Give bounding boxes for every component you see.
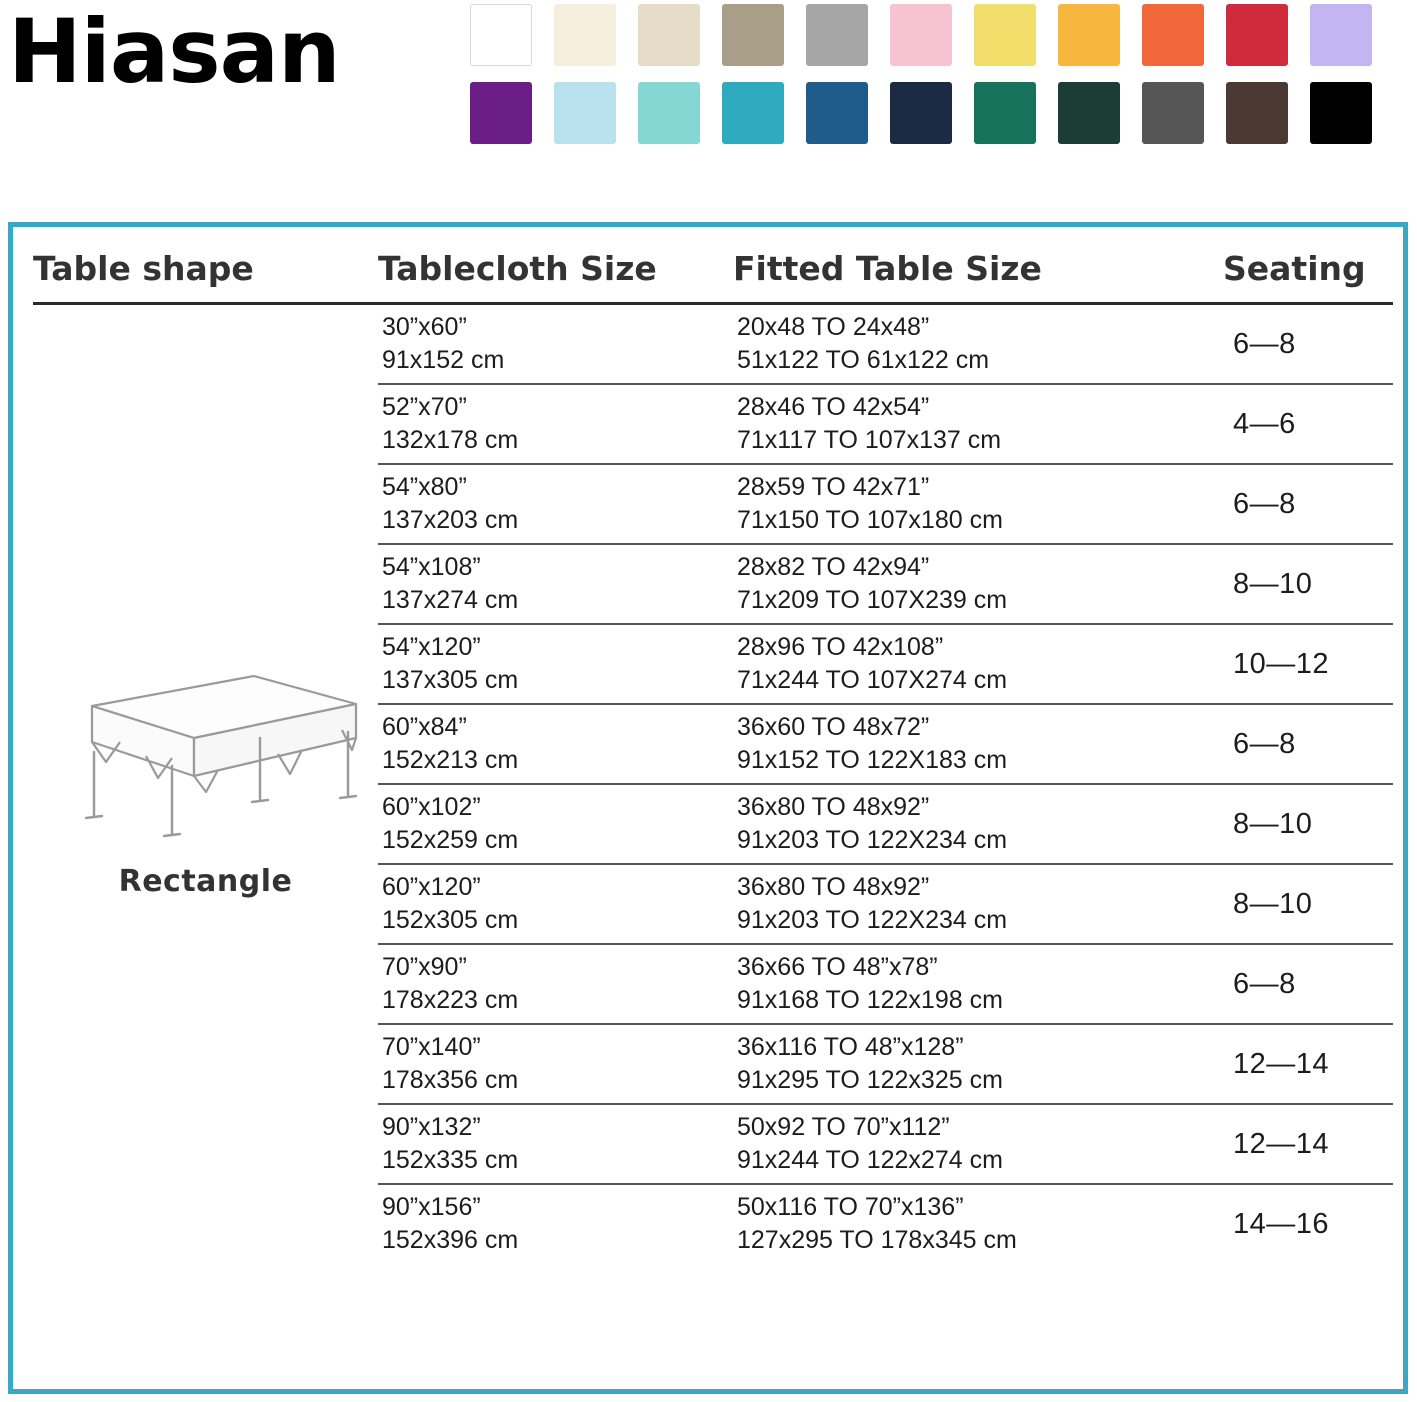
color-swatch-palette [470, 0, 1417, 160]
fitted-size-cm: 127x295 TO 178x345 cm [737, 1226, 1017, 1254]
tablecloth-size-cell [378, 544, 733, 624]
fitted-size-cm: 91x152 TO 122X183 cm [737, 746, 1008, 774]
color-swatch-teal[interactable] [722, 82, 784, 144]
fitted-size-inches: 20x48 TO 24x48” [737, 313, 930, 341]
seating-cell: 6—8 [1223, 304, 1393, 385]
fitted-table-size-cell [733, 464, 1223, 544]
tablecloth-size-cell [378, 1024, 733, 1104]
table-body [33, 304, 1393, 1264]
tablecloth-size-cm: 152x335 cm [382, 1146, 519, 1174]
fitted-size-cm: 91x203 TO 122X234 cm [737, 826, 1008, 854]
fitted-size-cm: 71x117 TO 107x137 cm [737, 426, 1002, 454]
table-header-row [33, 249, 1393, 304]
fitted-size-cm: 71x209 TO 107X239 cm [737, 586, 1008, 614]
color-swatch-orange[interactable] [1142, 4, 1204, 66]
fitted-size-cm: 51x122 TO 61x122 cm [737, 346, 990, 374]
rectangle-table-icon [46, 666, 366, 846]
tablecloth-size-inches: 54”x120” [382, 633, 481, 661]
tablecloth-size-cell [378, 1184, 733, 1263]
seating-cell: 10—12 [1223, 624, 1393, 704]
fitted-size-cm: 91x244 TO 122x274 cm [737, 1146, 1003, 1174]
tablecloth-size-cell [378, 704, 733, 784]
tablecloth-size-cm: 152x396 cm [382, 1226, 519, 1254]
seating-cell: 8—10 [1223, 864, 1393, 944]
tablecloth-size-inches: 70”x90” [382, 953, 467, 981]
fitted-size-inches: 36x116 TO 48”x128” [737, 1033, 964, 1061]
tablecloth-size-cell [378, 1104, 733, 1184]
size-chart-table [33, 249, 1393, 1263]
tablecloth-size-cm: 178x356 cm [382, 1066, 519, 1094]
swatch-row-2 [470, 82, 1417, 144]
swatch-row-1 [470, 4, 1417, 66]
column-header-tablecloth-size: Tablecloth Size [378, 249, 733, 304]
tablecloth-size-cell [378, 304, 733, 385]
color-swatch-gray[interactable] [806, 4, 868, 66]
fitted-size-inches: 50x116 TO 70”x136” [737, 1193, 964, 1221]
tablecloth-size-cell [378, 944, 733, 1024]
color-swatch-black[interactable] [1310, 82, 1372, 144]
fitted-size-cm: 91x295 TO 122x325 cm [737, 1066, 1003, 1094]
fitted-size-cm: 91x168 TO 122x198 cm [737, 986, 1003, 1014]
tablecloth-size-cm: 137x203 cm [382, 506, 519, 534]
seating-cell: 6—8 [1223, 704, 1393, 784]
tablecloth-size-cm: 91x152 cm [382, 346, 505, 374]
seating-cell: 12—14 [1223, 1104, 1393, 1184]
tablecloth-size-inches: 70”x140” [382, 1033, 481, 1061]
page-header [0, 0, 1417, 200]
color-swatch-purple[interactable] [470, 82, 532, 144]
tablecloth-size-cm: 152x213 cm [382, 746, 519, 774]
color-swatch-lavender[interactable] [1310, 4, 1372, 66]
color-swatch-ivory[interactable] [554, 4, 616, 66]
fitted-size-inches: 36x66 TO 48”x78” [737, 953, 938, 981]
tablecloth-size-cm: 132x178 cm [382, 426, 519, 454]
fitted-table-size-cell [733, 544, 1223, 624]
brand-name: Hiasan [8, 0, 340, 103]
fitted-table-size-cell [733, 1024, 1223, 1104]
tablecloth-size-cm: 178x223 cm [382, 986, 519, 1014]
fitted-size-inches: 36x80 TO 48x92” [737, 873, 930, 901]
column-header-table-shape: Table shape [33, 249, 378, 304]
tablecloth-size-inches: 54”x80” [382, 473, 467, 501]
color-swatch-dark-green[interactable] [1058, 82, 1120, 144]
column-header-seating: Seating [1223, 249, 1393, 304]
fitted-table-size-cell [733, 864, 1223, 944]
tablecloth-size-cm: 152x259 cm [382, 826, 519, 854]
tablecloth-size-cm: 137x305 cm [382, 666, 519, 694]
shape-label: Rectangle [118, 864, 293, 900]
seating-cell: 8—10 [1223, 784, 1393, 864]
fitted-size-cm: 71x150 TO 107x180 cm [737, 506, 1003, 534]
tablecloth-size-inches: 90”x132” [382, 1113, 481, 1141]
seating-cell: 6—8 [1223, 464, 1393, 544]
fitted-size-cm: 71x244 TO 107X274 cm [737, 666, 1008, 694]
size-chart-table-wrap [33, 249, 1383, 1375]
fitted-table-size-cell [733, 304, 1223, 385]
tablecloth-size-inches: 90”x156” [382, 1193, 481, 1221]
color-swatch-aqua[interactable] [638, 82, 700, 144]
seating-cell: 12—14 [1223, 1024, 1393, 1104]
brand-logo [0, 0, 470, 103]
fitted-size-inches: 36x60 TO 48x72” [737, 713, 930, 741]
fitted-size-inches: 36x80 TO 48x92” [737, 793, 930, 821]
fitted-table-size-cell [733, 1104, 1223, 1184]
fitted-table-size-cell [733, 944, 1223, 1024]
fitted-size-inches: 28x96 TO 42x108” [737, 633, 944, 661]
shape-illustration-block [33, 666, 378, 902]
fitted-size-inches: 28x46 TO 42x54” [737, 393, 930, 421]
fitted-table-size-cell [733, 624, 1223, 704]
table-row [33, 304, 1393, 385]
fitted-size-inches: 28x59 TO 42x71” [737, 473, 930, 501]
color-swatch-white[interactable] [470, 4, 532, 66]
tablecloth-size-cell [378, 384, 733, 464]
tablecloth-size-cell [378, 464, 733, 544]
seating-cell: 14—16 [1233, 1207, 1330, 1240]
table-head [33, 249, 1393, 304]
fitted-table-size-cell [733, 384, 1223, 464]
fitted-size-cm: 91x203 TO 122X234 cm [737, 906, 1008, 934]
size-chart-frame [8, 222, 1408, 1394]
color-swatch-taupe[interactable] [722, 4, 784, 66]
color-swatch-yellow[interactable] [974, 4, 1036, 66]
color-swatch-beige[interactable] [638, 4, 700, 66]
fitted-table-size-cell [733, 704, 1223, 784]
fitted-size-inches: 28x82 TO 42x94” [737, 553, 930, 581]
table-shape-cell [33, 304, 378, 1264]
fitted-table-size-cell [733, 1184, 1223, 1263]
color-swatch-light-blue[interactable] [554, 82, 616, 144]
tablecloth-size-cell [378, 624, 733, 704]
seating-cell: 4—6 [1223, 384, 1393, 464]
fitted-size-inches: 50x92 TO 70”x112” [737, 1113, 950, 1141]
column-header-fitted-table-size: Fitted Table Size [733, 249, 1223, 304]
color-swatch-light-pink[interactable] [890, 4, 952, 66]
color-swatch-red[interactable] [1226, 4, 1288, 66]
color-swatch-denim-blue[interactable] [806, 82, 868, 144]
tablecloth-size-inches: 54”x108” [382, 553, 481, 581]
fitted-table-size-cell [733, 784, 1223, 864]
tablecloth-size-cell [378, 864, 733, 944]
seating-cell: 6—8 [1223, 944, 1393, 1024]
color-swatch-emerald[interactable] [974, 82, 1036, 144]
tablecloth-size-inches: 52”x70” [382, 393, 467, 421]
tablecloth-size-cm: 137x274 cm [382, 586, 519, 614]
color-swatch-gold[interactable] [1058, 4, 1120, 66]
tablecloth-size-cm: 152x305 cm [382, 906, 519, 934]
seating-cell: 8—10 [1223, 544, 1393, 624]
tablecloth-size-inches: 60”x120” [382, 873, 481, 901]
tablecloth-size-cell [378, 784, 733, 864]
color-swatch-navy[interactable] [890, 82, 952, 144]
tablecloth-size-inches: 60”x84” [382, 713, 467, 741]
tablecloth-size-inches: 60”x102” [382, 793, 481, 821]
tablecloth-size-inches: 30”x60” [382, 313, 467, 341]
color-swatch-dark-brown[interactable] [1226, 82, 1288, 144]
color-swatch-charcoal-gray[interactable] [1142, 82, 1204, 144]
